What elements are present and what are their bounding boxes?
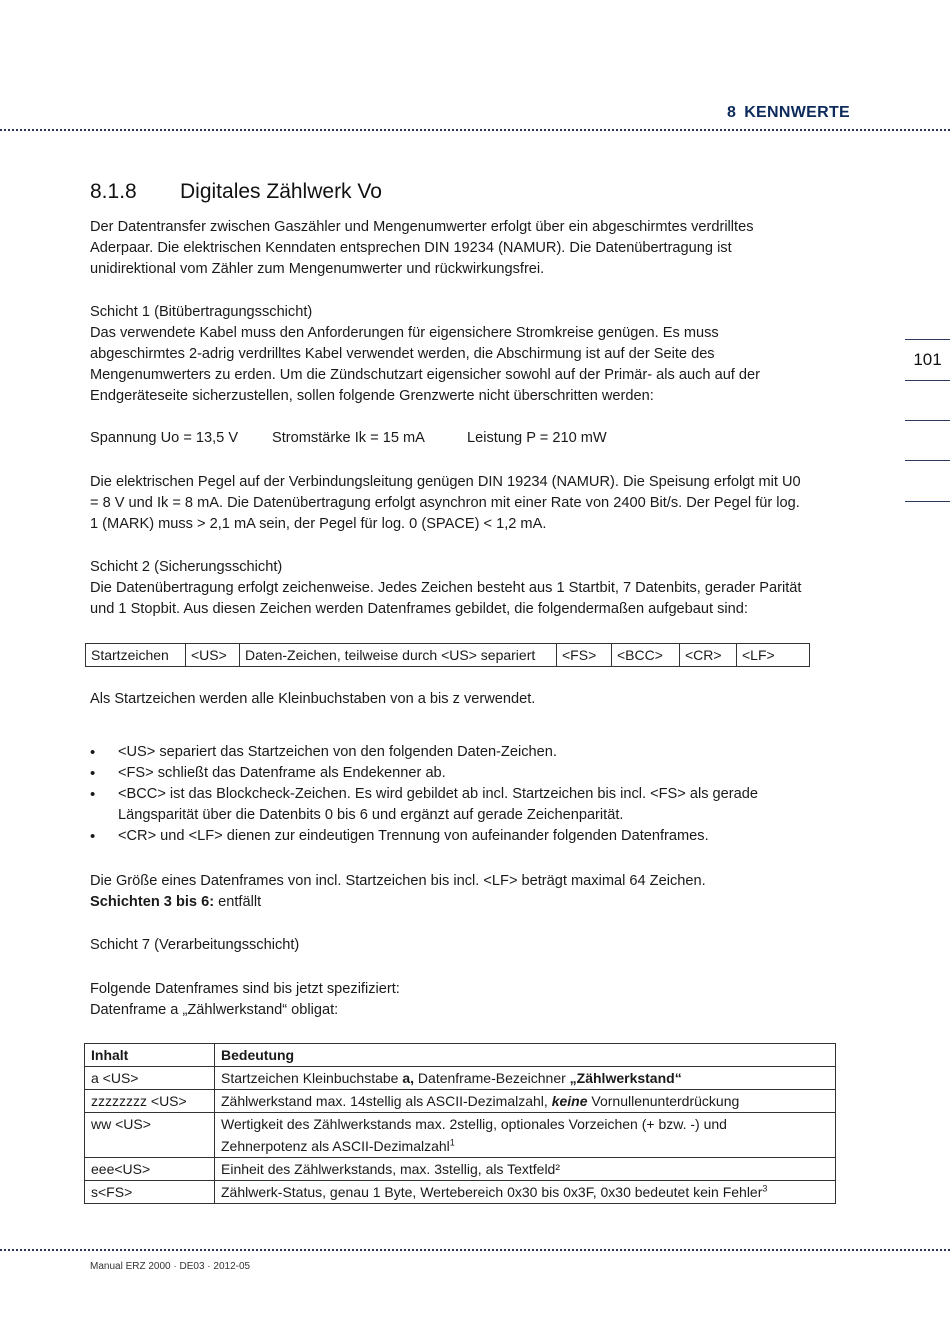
sidebar-rule — [905, 501, 950, 502]
table-cell — [215, 1067, 836, 1090]
text-line: Datenframe a „Zählwerkstand“ obligat: — [90, 1002, 339, 1018]
start-note — [90, 689, 860, 710]
text-line: unidirektional vom Zähler zum Mengenumwerter und rückwirkungsfrei. — [90, 261, 545, 277]
chapter-header — [727, 104, 858, 122]
current-limit: Stromstärke Ik = 15 mA — [272, 430, 425, 446]
text-line: Die Größe eines Datenframes von incl. Startzeichen bis incl. <LF> beträgt maximal 64 Zeichen. — [90, 873, 706, 889]
limits-line — [467, 428, 607, 449]
text-line: Endgeräteseite sicherzustellen, sollen folgende Grenzwerte nicht überschritten werden: — [90, 388, 654, 404]
section-heading — [90, 180, 382, 204]
section-title: Digitales Zählwerk Vo — [180, 180, 382, 203]
table-cell: <BCC> — [612, 644, 680, 667]
sidebar-rule — [905, 420, 950, 421]
cell-text: Datenframe-Bezeichner — [414, 1070, 570, 1086]
sidebar-rule — [905, 339, 950, 340]
table-row — [85, 1113, 836, 1158]
column-header: Inhalt — [85, 1044, 215, 1067]
text-line: Aderpaar. Die elektrischen Kenndaten entsprechen DIN 19234 (NAMUR). Die Datenübertragung ist — [90, 240, 732, 256]
footnote-marker: 3 — [762, 1183, 768, 1194]
text-line: = 8 V und Ik = 8 mA. Die Datenübertragung erfolgt asynchron mit einer Rate von 2400 Bit/s. Der Pegel für log. — [90, 495, 800, 511]
layers-3-6-line — [90, 892, 860, 913]
table-cell: <LF> — [737, 644, 810, 667]
layer2-heading: Schicht 2 (Sicherungsschicht) — [90, 559, 283, 575]
table-row — [86, 644, 810, 667]
layers-3-6-label: Schichten 3 bis 6: — [90, 894, 215, 910]
header-divider — [0, 129, 950, 131]
table-cell — [215, 1113, 836, 1158]
cell-text: Startzeichen Kleinbuchstabe — [221, 1070, 403, 1086]
table-cell: <CR> — [680, 644, 737, 667]
text-line: Folgende Datenframes sind bis jetzt spezifiziert: — [90, 981, 400, 997]
table-cell — [215, 1181, 836, 1204]
limits-line — [272, 428, 425, 449]
text-line: Der Datentransfer zwischen Gaszähler und Mengenumwerter erfolgt über ein abgeschirmtes verdrilltes — [90, 219, 754, 235]
text-line: Das verwendete Kabel muss den Anforderungen für eigensichere Stromkreise genügen. Es muss — [90, 325, 719, 341]
footer-divider — [0, 1249, 950, 1251]
voltage-limit: Spannung Uo = 13,5 V — [90, 430, 239, 446]
text-line: abgeschirmtes 2-adrig verdrilltes Kabel verwendet werden, die Abschirmung ist auf der Seite des — [90, 346, 715, 362]
text-line: und 1 Stopbit. Aus diesen Zeichen werden Datenframes gebildet, die folgendermaßen aufgebaut sind: — [90, 601, 748, 617]
table-cell: a <US> — [85, 1067, 215, 1090]
text-line: Die elektrischen Pegel auf der Verbindungsleitung genügen DIN 19234 (NAMUR). Die Speisung erfolgt mit U0 — [90, 474, 801, 490]
page-number: 101 — [913, 350, 942, 369]
cell-text: Zählwerk-Status, genau 1 Byte, Wertebereich 0x30 bis 0x3F, 0x30 bedeutet kein Fehler — [221, 1184, 763, 1200]
frame-structure-table — [85, 643, 810, 667]
layer1-heading: Schicht 1 (Bitübertragungsschicht) — [90, 304, 313, 320]
cell-text: Zehnerpotenz als ASCII-Dezimalzahl — [221, 1138, 450, 1154]
footnote-marker: 1 — [449, 1137, 455, 1148]
layer7-heading: Schicht 7 (Verarbeitungsschicht) — [90, 937, 300, 953]
table-cell: s<FS> — [85, 1181, 215, 1204]
footer-text: Manual ERZ 2000 · DE03 · 2012-05 — [90, 1261, 251, 1272]
table-row — [85, 1181, 836, 1204]
datenframe-table — [84, 1043, 836, 1204]
layer7-heading-block — [90, 935, 860, 956]
chapter-title: KENNWERTE — [744, 104, 850, 121]
column-header: Bedeutung — [215, 1044, 836, 1067]
layer1-block — [90, 302, 860, 407]
list-item: • <US> separiert das Startzeichen von den folgenden Daten-Zeichen. — [90, 742, 830, 763]
cell-text-bold: a, — [402, 1070, 415, 1086]
table-cell: Startzeichen — [86, 644, 186, 667]
cell-text: Wertigkeit des Zählwerkstands max. 2stellig, optionales Vorzeichen (+ bzw. -) und — [221, 1116, 727, 1132]
list-item: • <CR> und <LF> dienen zur eindeutigen Trennung von aufeinander folgenden Datenframes. — [90, 826, 830, 847]
table-cell: eee<US> — [85, 1158, 215, 1181]
text-line: 1 (MARK) muss > 2,1 mA sein, der Pegel für log. 0 (SPACE) < 1,2 mA. — [90, 516, 547, 532]
table-cell: <US> — [186, 644, 240, 667]
table-cell: zzzzzzzz <US> — [85, 1090, 215, 1113]
bullet-list — [90, 742, 830, 847]
cell-text: Vornullenunterdrückung — [587, 1093, 740, 1109]
table-row — [85, 1090, 836, 1113]
size-block — [90, 871, 860, 913]
limits-line — [90, 428, 238, 449]
table-header-row — [85, 1044, 836, 1067]
list-item: • <BCC> ist das Blockcheck-Zeichen. Es wird gebildet ab incl. Startzeichen bis incl. <FS> als gerade Längsparität über die Datenbits 0 bis 6 und ergänzt auf gerade Zeichenparität. — [90, 784, 830, 826]
cell-text-emphasis: keine — [551, 1093, 588, 1109]
text-line: Als Startzeichen werden alle Kleinbuchstaben von a bis z verwendet. — [90, 691, 536, 707]
table-cell: Einheit des Zählwerkstands, max. 3stellig, als Textfeld² — [215, 1158, 836, 1181]
cell-text-bold: „Zählwerkstand“ — [569, 1070, 682, 1086]
sidebar-rule — [905, 460, 950, 461]
sidebar-rule — [905, 380, 950, 381]
layer7-block — [90, 979, 860, 1021]
power-limit: Leistung P = 210 mW — [467, 430, 607, 446]
table-row — [85, 1067, 836, 1090]
text-line: Mengenumwerters zu erden. Um die Zündschutzart eigensicher sowohl auf der Primär- als auch auf der — [90, 367, 761, 383]
levels-paragraph — [90, 472, 860, 535]
text-line: Die Datenübertragung erfolgt zeichenweise. Jedes Zeichen besteht aus 1 Startbit, 7 Datenbits, gerader Parität — [90, 580, 802, 596]
table-cell — [215, 1090, 836, 1113]
table-row — [85, 1158, 836, 1181]
intro-paragraph — [90, 217, 860, 280]
layer2-block — [90, 557, 860, 620]
table-cell: <FS> — [557, 644, 612, 667]
cell-text: Zählwerkstand max. 14stellig als ASCII-Dezimalzahl, — [221, 1093, 552, 1109]
chapter-number: 8 — [726, 104, 737, 121]
layers-3-6-value: entfällt — [214, 894, 262, 910]
section-number: 8.1.8 — [90, 180, 137, 203]
table-cell: Daten-Zeichen, teilweise durch <US> separiert — [240, 644, 557, 667]
table-cell: ww <US> — [85, 1113, 215, 1158]
list-item: • <FS> schließt das Datenframe als Endekenner ab. — [90, 763, 830, 784]
